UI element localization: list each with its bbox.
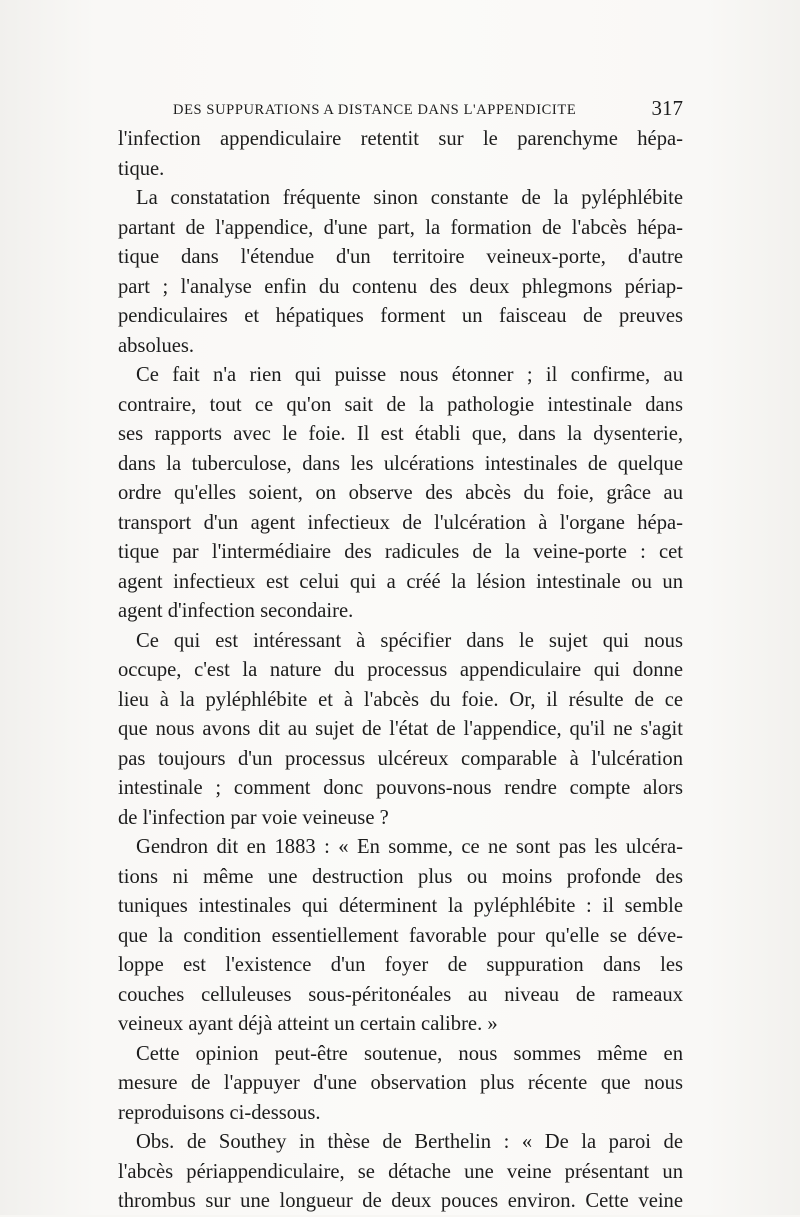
text-line: de l'infection par voie veineuse ? [118,806,389,829]
text-line: loppe est l'existence d'un foyer de suppuration dans les [118,954,683,976]
text-line: que nous avons dit au sujet de l'état de l'appendice, qu'il ne s'agit [118,718,683,740]
text-line: couches celluleuses sous-péritonéales au niveau de rameaux [118,983,683,1006]
text-line: tique par l'intermédiaire des radicules de la veine-porte : cet [118,541,683,563]
text-line: Ce qui est intéressant à spécifier dans le sujet qui nous [136,629,683,652]
text-line: transport d'un agent infectieux de l'ulcération à l'organe hépa- [118,511,683,534]
text-line: ses rapports avec le foie. Il est établi que, dans la dysenterie, [118,423,683,445]
text-line: veineux ayant déjà atteint un certain calibre. » [118,1013,498,1035]
text-line: partant de l'appendice, d'une part, la formation de l'abcès hépa- [118,216,683,239]
text-line: lieu à la pyléphlébite et à l'abcès du foie. Or, il résulte de ce [118,688,683,711]
text-line: absolues. [118,334,195,357]
text-line: tuniques intestinales qui déterminent la pyléphlébite : il semble [118,895,683,917]
text-line: agent infectieux est celui qui a créé la lésion intestinale ou un [118,570,683,593]
text-line: ordre qu'elles soient, on observe des abcès du foie, grâce au [118,482,683,504]
text-line: Obs. de Southey in thèse de Berthelin : « De la paroi de [136,1131,683,1153]
running-head-title: DES SUPPURATIONS A DISTANCE DANS L'APPENDICITE [173,102,577,118]
text-line: Cette opinion peut-être soutenue, nous sommes même en [136,1042,683,1065]
text-line: La constatation fréquente sinon constante de la pyléphlébite [136,187,683,209]
text-line: contraire, tout ce qu'on sait de la pathologie intestinale dans [118,393,683,416]
text-line: que la condition essentiellement favorable pour qu'elle se déve- [118,924,683,947]
text-line: intestinale ; comment donc pouvons-nous rendre compte alors [118,777,683,799]
text-line: pendiculaires et hépatiques forment un faisceau de preuves [118,305,683,327]
text-line: l'abcès périappendiculaire, se détache une veine présentant un [118,1160,683,1183]
text-line: occupe, c'est la nature du processus appendiculaire qui donne [118,659,683,681]
text-line: pas toujours d'un processus ulcéreux comparable à l'ulcération [118,747,683,770]
text-line: thrombus sur une longueur de deux pouces environ. Cette veine [118,1190,683,1212]
text-line: tions ni même une destruction plus ou moins profonde des [118,865,683,888]
text-line: reproduisons ci-dessous. [118,1101,321,1124]
text-line: part ; l'analyse enfin du contenu des deux phlegmons périap- [118,275,683,298]
page-number: 317 [651,96,683,120]
text-line: l'infection appendiculaire retentit sur le parenchyme hépa- [118,128,683,150]
text-line: tique dans l'étendue d'un territoire veineux-porte, d'autre [118,246,683,268]
text-line: Gendron dit en 1883 : « En somme, ce ne sont pas les ulcéra- [136,836,683,858]
text-line: Ce fait n'a rien qui puisse nous étonner ; il confirme, au [136,364,683,386]
text-line: dans la tuberculose, dans les ulcérations intestinales de quelque [118,452,683,475]
text-line: tique. [118,157,165,180]
body-text [118,125,683,1217]
running-head [118,96,683,126]
text-line: mesure de l'appuyer d'une observation plus récente que nous [118,1072,683,1094]
text-line: agent d'infection secondaire. [118,600,354,622]
